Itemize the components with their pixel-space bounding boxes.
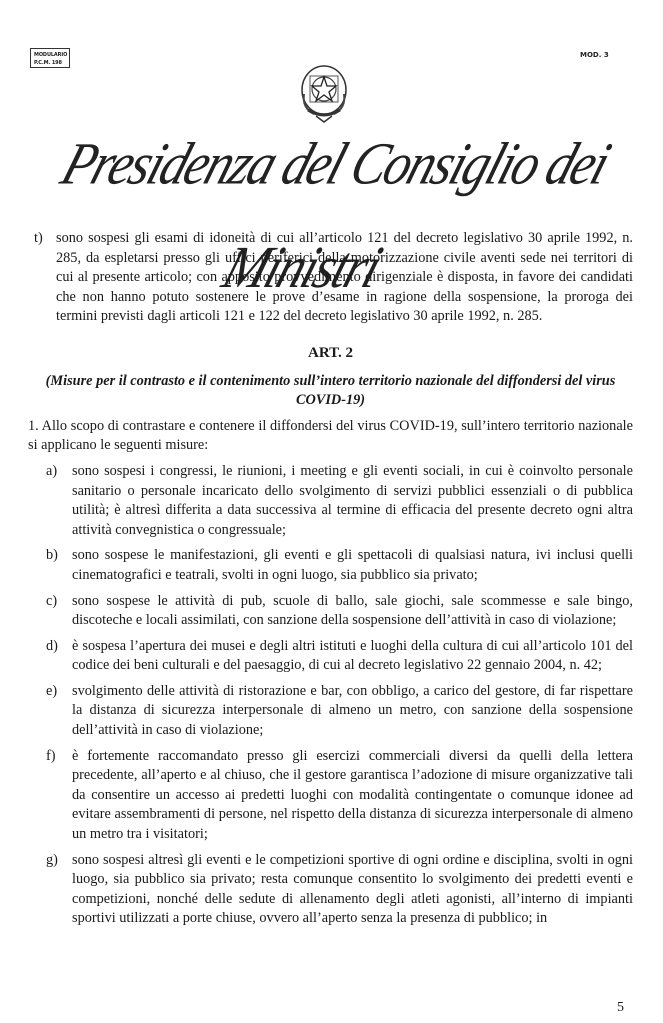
form-code: MOD. 3 bbox=[580, 51, 609, 59]
item-label: e) bbox=[46, 682, 58, 699]
list-item-a bbox=[28, 462, 633, 540]
list-item-e bbox=[28, 682, 633, 741]
item-label: b) bbox=[46, 547, 58, 564]
item-text: sono sospesi i congressi, le riunioni, i meeting e gli eventi sociali, in cui è coinvolto personale sanitario o personale incaricato dello svolgimento di servizi pubblici essenziali o di pubblica utilità; è altresì differita a data successiva al termine di efficacia del presente decreto ogni altra attività convegnistica o congressuale; bbox=[72, 462, 633, 538]
article-subtitle: (Misure per il contrasto e il contenimento sull’intero territorio nazionale del diffondersi del virus COVID-19) bbox=[45, 372, 616, 409]
item-text: sono sospese le attività di pub, scuole di ballo, sale giochi, sale scommesse e sale bingo, discoteche e locali assimilati, con sanzione della sospensione dell’attività in caso di violazione; bbox=[72, 592, 633, 629]
article-intro: 1. Allo scopo di contrastare e contenere il diffondersi del virus COVID-19, sull’intero territorio nazionale si applicano le seguenti misure: bbox=[28, 417, 633, 454]
item-text: sono sospesi gli esami di idoneità di cui all’articolo 121 del decreto legislativo 30 aprile 1992, n. 285, da espletarsi presso gli uffici periferici della motorizzazione civile aventi sede nei territori di cui al presente articolo; con apposito provvedimento dirigenziale è disposta, in favore dei candidati che non hanno potuto sostenere le prove d’esame in ragione della sospensione, la proroga dei termini previsti dagli articoli 121 e 122 del decreto legislativo 30 aprile 1992, n. 285. bbox=[56, 230, 633, 325]
masthead-title: Presidenza del Consiglio dei Ministri bbox=[53, 131, 617, 301]
item-text: sono sospese le manifestazioni, gli eventi e gli spettacoli di qualsiasi natura, ivi inclusi quelli cinematografici e teatrali, svolti in ogni luogo, sia pubblico sia privato; bbox=[72, 547, 633, 583]
item-text: è sospesa l’apertura dei musei e degli altri istituti e luoghi della cultura di cui all’articolo 101 del codice dei beni culturali e del paesaggio, di cui al decreto legislativo 22 gennaio 2004, n. 42; bbox=[72, 637, 633, 674]
article-title: ART. 2 bbox=[307, 344, 354, 361]
item-label: c) bbox=[46, 592, 58, 609]
list-item-f bbox=[28, 747, 633, 845]
list-item-d bbox=[28, 637, 633, 676]
item-label: g) bbox=[46, 851, 58, 868]
page-number: 5 bbox=[617, 1000, 624, 1015]
item-text: è fortemente raccomandato presso gli esercizi commerciali diversi da quelli della lettera precedente, all’aperto e al chiuso, che il gestore garantisca l’adozione di misure organizzative tali da consentire un accesso ai predetti luoghi con modalità contingentate o comunque idonee ad evitare assembramenti di persone, nel rispetto della distanza di sicurezza interpersonale di almeno un metro tra i visitatori; bbox=[72, 747, 633, 843]
list-item-b bbox=[28, 546, 633, 585]
item-text: svolgimento delle attività di ristorazione e bar, con obbligo, a carico del gestore, di far rispettare la distanza di sicurezza interpersonale di almeno un metro, con sanzione della sospensione dell’attività in caso di violazione; bbox=[72, 682, 633, 739]
document-body bbox=[28, 229, 633, 935]
item-label: t) bbox=[34, 230, 43, 246]
item-text: sono sospesi altresì gli eventi e le competizioni sportive di ogni ordine e disciplina, svolti in ogni luogo, sia pubblico sia privato; resta comunque consentito lo svolgimento dei predetti eventi e competizioni, nonché delle sedute di allenamento degli atleti agonisti, all’interno di impianti sportivi utilizzati a porte chiuse, ovvero all’aperto senza la presenza di pubblico; in bbox=[72, 851, 633, 927]
stamp-line-1: MODULARIO bbox=[34, 52, 68, 58]
measures-list bbox=[28, 462, 633, 929]
item-label: a) bbox=[46, 462, 58, 479]
form-stamp-box bbox=[30, 48, 70, 68]
stamp-line-2: P.C.M. 198 bbox=[34, 60, 62, 66]
item-label: d) bbox=[46, 637, 58, 654]
list-item-g bbox=[28, 851, 633, 929]
item-label: f) bbox=[46, 747, 56, 764]
list-item-c bbox=[28, 592, 633, 631]
list-item-t bbox=[28, 229, 633, 327]
